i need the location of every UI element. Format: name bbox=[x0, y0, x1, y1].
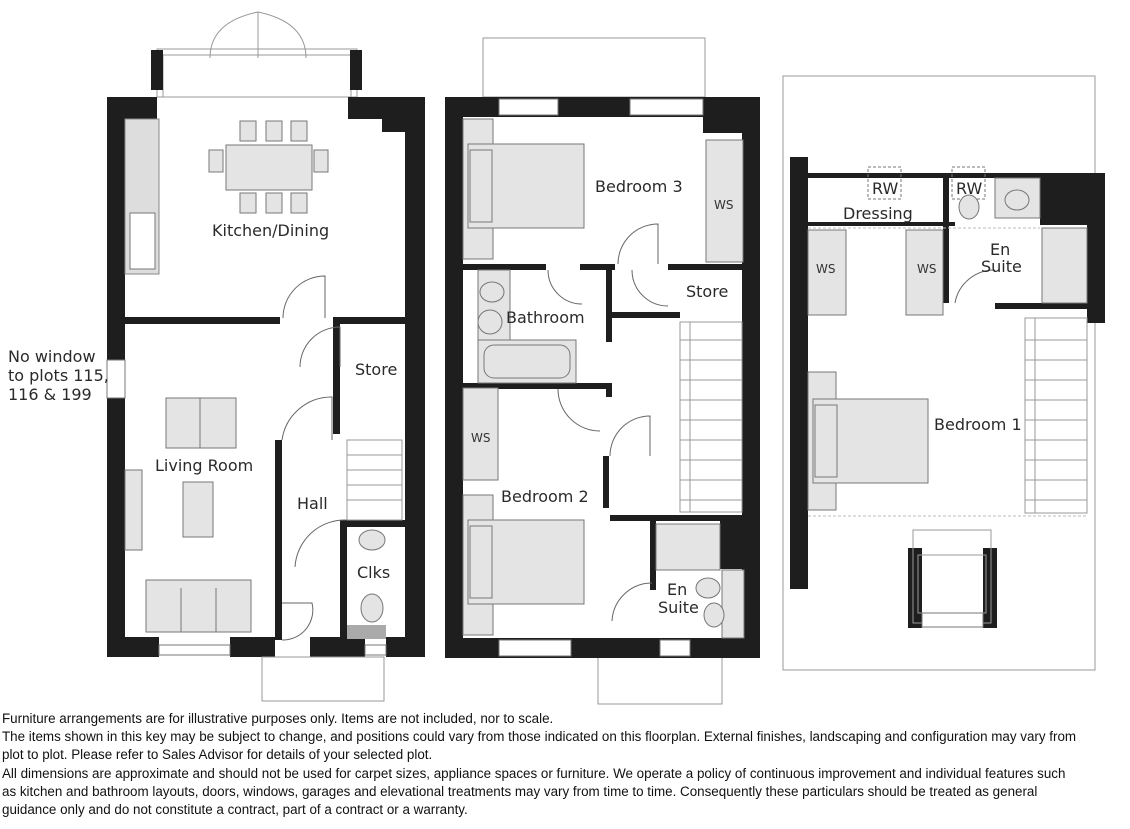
wardrobe-label: WS bbox=[714, 198, 734, 212]
room-label-store: Store bbox=[355, 360, 398, 379]
second-floor-plan bbox=[783, 76, 1105, 670]
disclaimer-line: All dimensions are approximate and should not be used for carpet sizes, appliance spaces or furniture. We operate a policy of continuous improvement and individual features such bbox=[2, 765, 1066, 781]
window-note-line: No window bbox=[8, 347, 96, 366]
first-floor-plan bbox=[445, 38, 760, 704]
room-label-en-suite-second: En bbox=[990, 240, 1011, 259]
room-label-dressing: Dressing bbox=[843, 204, 913, 223]
disclaimer-line: Furniture arrangements are for illustrative purposes only. Items are not included, nor to scale. bbox=[2, 711, 554, 726]
disclaimer bbox=[2, 710, 1128, 819]
room-label-bedroom-2: Bedroom 2 bbox=[501, 487, 589, 506]
room-label-bathroom: Bathroom bbox=[506, 308, 585, 327]
room-label-store-first: Store bbox=[686, 282, 729, 301]
rooflight-label: RW bbox=[872, 179, 899, 198]
wardrobe-label: WS bbox=[471, 431, 491, 445]
room-label-hall: Hall bbox=[297, 494, 328, 513]
wardrobe-label: WS bbox=[917, 262, 937, 276]
room-label-en-suite-first-2: Suite bbox=[658, 598, 699, 617]
en-suite-line: En bbox=[667, 580, 688, 599]
ground-floor-plan bbox=[107, 12, 425, 701]
wardrobe-label: WS bbox=[816, 262, 836, 276]
disclaimer-line: The items shown in this key may be subject to change, and positions could vary from those indicated on this floorplan. External finishes, landscaping and configuration may vary from bbox=[2, 729, 1077, 745]
disclaimer-line: plot to plot. Please refer to Sales Advisor for details of your selected plot. bbox=[2, 747, 433, 763]
room-label-en-suite-first bbox=[667, 580, 687, 599]
room-label-kitchen-dining: Kitchen/Dining bbox=[212, 221, 330, 240]
disclaimer-line: guidance only and do not constitute a contract, part of a contract or a warranty. bbox=[2, 802, 468, 818]
room-label-en-suite-second-2: Suite bbox=[981, 257, 1022, 276]
room-label-living-room: Living Room bbox=[155, 456, 254, 475]
room-label-bedroom-1: Bedroom 1 bbox=[934, 415, 1022, 434]
disclaimer-line: as kitchen and bathroom layouts, doors, windows, garages and elevational treatments may vary from time to time. Consequently these particulars should be treated as general bbox=[2, 783, 1038, 799]
window-note-line: to plots 115, bbox=[8, 366, 109, 385]
room-label-clks: Clks bbox=[357, 563, 391, 582]
window-note bbox=[8, 347, 109, 404]
rooflight-label: RW bbox=[956, 179, 983, 198]
room-label-bedroom-3: Bedroom 3 bbox=[595, 177, 683, 196]
window-note-line: 116 & 199 bbox=[8, 385, 92, 404]
